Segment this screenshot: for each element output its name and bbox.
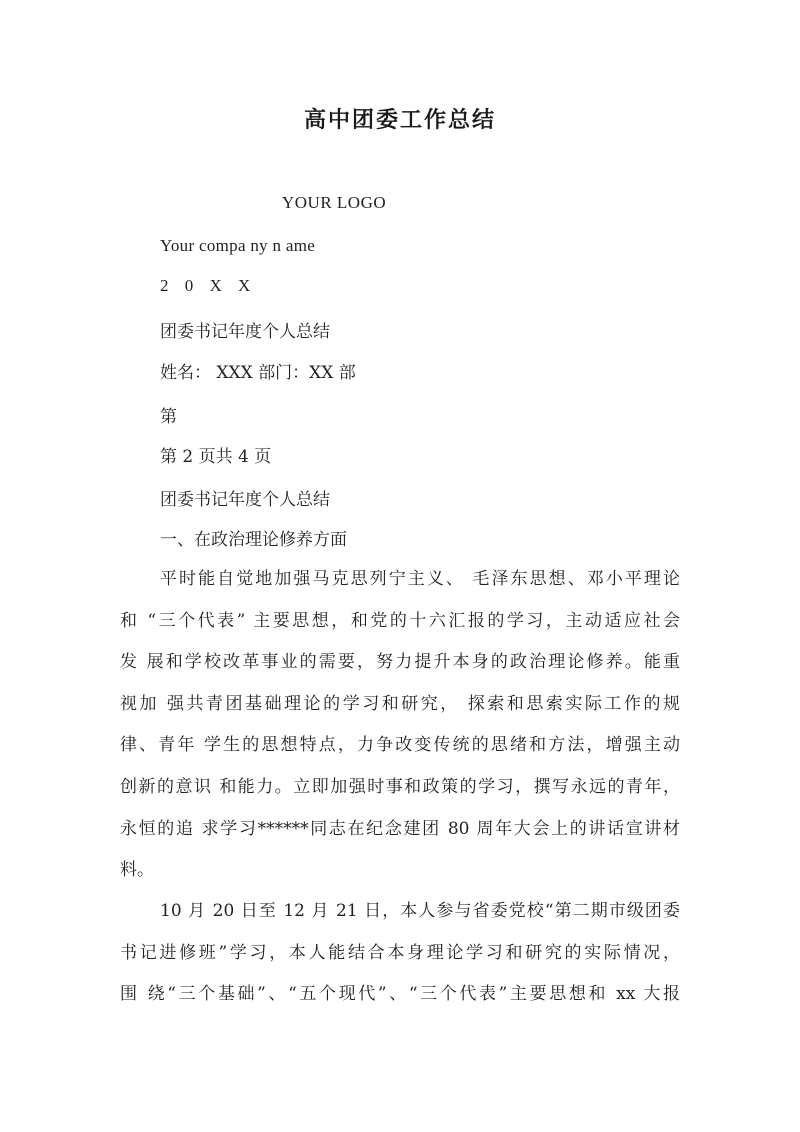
paragraph-line: 律、青年 学生的思想特点，力争改变传统的思绪和方法，增强主动: [120, 735, 680, 756]
report-subtitle-repeat: 团委书记年度个人总结: [160, 490, 330, 510]
paragraph-line: 围 绕“三个基础”、“五个现代”、“三个代表”主要思想和 xx 大报: [120, 984, 680, 1005]
paragraph-line: 永恒的追 求学习******同志在纪念建团 80 周年大会上的讲话宣讲材: [120, 818, 680, 839]
paragraph-political-theory: [120, 559, 680, 892]
company-name: Your compa ny n ame: [160, 236, 316, 255]
document-title: 高中团委工作总结: [303, 107, 496, 133]
logo-text: YOUR LOGO: [282, 193, 387, 212]
paragraph-line: 和 “三个代表” 主要思想，和党的十六汇报的学习，主动适应社会: [120, 610, 680, 631]
year-text: 2 0 X X: [160, 276, 257, 295]
paragraph-line: 视加 强共青团基础理论的学习和研究， 探索和思索实际工作的规: [120, 693, 680, 714]
section-heading: 一、在政治理论修养方面: [160, 530, 347, 550]
paragraph-line: 创新的意识 和能力。立即加强时事和政策的学习，撰写永远的青年，: [120, 776, 680, 797]
name-department-line: 姓名： XXX 部门：XX 部: [160, 363, 356, 383]
paragraph-training-course: [120, 891, 680, 1016]
ordinal-text: 第: [160, 407, 177, 427]
paragraph-line: 书记进修班”学习，本人能结合本身理论学习和研究的实际情况，: [120, 942, 680, 963]
page-indicator: 第 2 页共 4 页: [160, 447, 272, 467]
paragraph-line: 料。: [120, 860, 154, 881]
paragraph-line: 平时能自觉地加强马克思列宁主义、 毛泽东思想、邓小平理论: [160, 569, 680, 589]
paragraph-line: 10 月 20 日至 12 月 21 日，本人参与省委党校“第二期市级团委: [160, 901, 680, 921]
paragraph-line: 发 展和学校改革事业的需要，努力提升本身的政治理论修养。能重: [120, 652, 680, 673]
report-subtitle: 团委书记年度个人总结: [160, 322, 330, 342]
